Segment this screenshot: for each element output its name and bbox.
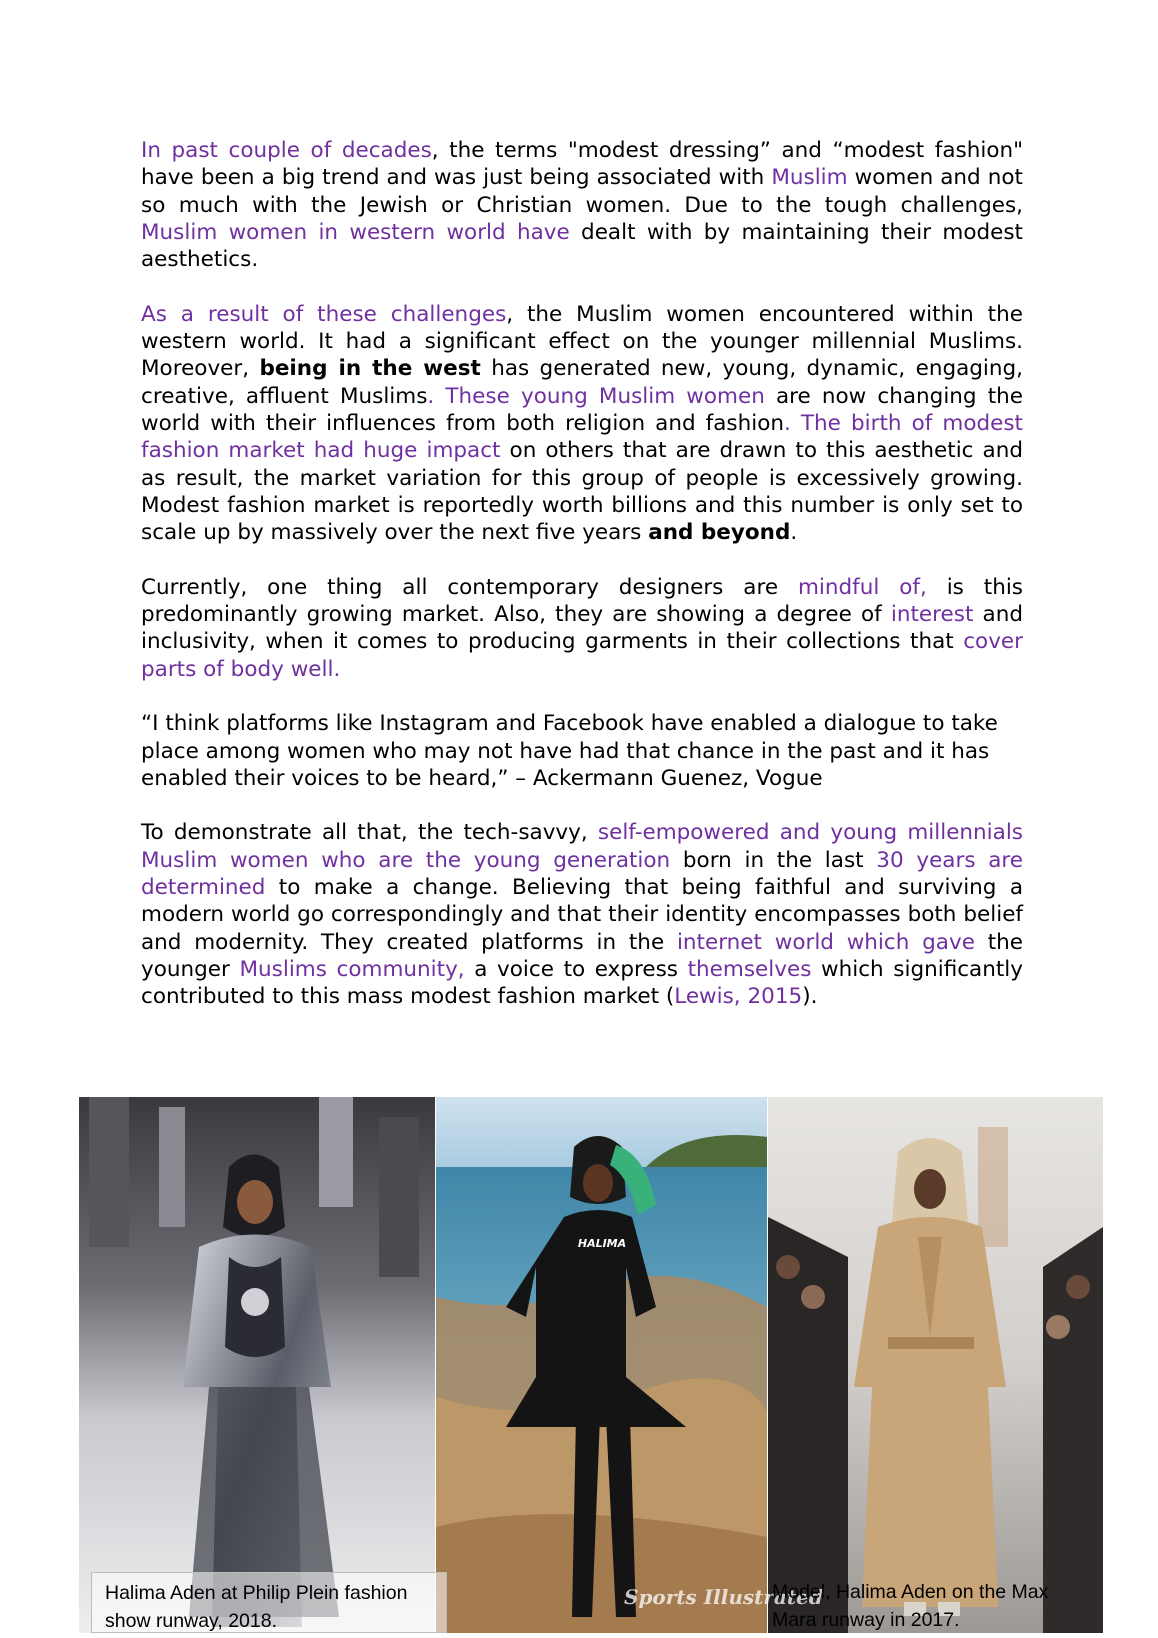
body-text: born in the last: [670, 847, 877, 873]
photo-philipp-plein-runway: [79, 1097, 435, 1633]
photo-sports-illustrated-beach: [436, 1097, 767, 1633]
highlighted-text: Muslims community,: [239, 956, 465, 982]
body-text: is this predominantly growing market. Also, they are showing a degree of: [141, 574, 1024, 628]
paragraph-2: [141, 301, 1023, 547]
body-text: on others that are drawn to this aesthetic and as result, the market variation for this group of people is excessively growing. Modest fashion market is reportedly worth billions and this number is only set to scale up by massively over the next five years: [141, 438, 1024, 546]
sports-illustrated-watermark: Sports Illustrated: [624, 1585, 823, 1609]
body-text: To demonstrate all that, the tech-savvy,: [141, 820, 598, 846]
highlighted-text: internet world which gave: [676, 929, 975, 955]
highlighted-text: In past couple of decades: [141, 138, 432, 163]
highlighted-text: . The birth of modest fashion market had huge impact: [141, 410, 1023, 464]
highlighted-text: Lewis, 2015: [674, 984, 803, 1010]
body-text: “I think platforms like Instagram and Facebook have enabled a dialogue to take place among women who may not have had that chance in the past and it has enabled their voices to be heard,” – Ackermann Guenez, Vogue: [141, 711, 998, 791]
highlighted-text: cover parts of body well.: [141, 629, 1023, 682]
body-text: and inclusivity, when it comes to producing garments in their collections that: [141, 602, 1023, 655]
paragraph-1: [141, 137, 1023, 273]
highlighted-text: 30 years are determined: [141, 847, 1023, 901]
bold-text: being in the west: [259, 356, 481, 382]
body-text: a voice to express: [464, 956, 688, 982]
photo-strip: [79, 1097, 1103, 1633]
body-text: ).: [802, 984, 818, 1010]
highlighted-text: Muslim women in western world have: [141, 219, 570, 245]
body-text: to make a change. Believing that being faithful and surviving a modern world go correspondingly and that their identity encompasses both belief and modernity. They created platforms in the: [141, 875, 1023, 955]
highlighted-text: . These young Muslim women: [427, 383, 765, 409]
caption-left-photo: Halima Aden at Philip Plein fashion show runway, 2018.: [91, 1572, 447, 1633]
body-text: , the terms "modest dressing” and “modest fashion" have been a big trend and was just being associated with: [141, 138, 1023, 191]
swimsuit-text: HALIMA: [577, 1237, 627, 1250]
highlighted-text: mindful of,: [797, 574, 927, 600]
body-text: Currently, one thing all contemporary designers are: [141, 574, 798, 600]
body-text: , the Muslim women encountered within the western world. It had a significant effect on the younger millennial Muslims. Moreover,: [141, 301, 1023, 382]
highlighted-text: themselves: [687, 956, 812, 982]
body-text: .: [790, 520, 798, 546]
bold-text: and beyond: [648, 520, 791, 546]
paragraph-5: [141, 819, 1023, 1010]
caption-right-photo: Model, Halima Aden on the Max Mara runway in 2017.: [772, 1581, 1049, 1631]
body-text: which significantly contributed to this mass modest fashion market (: [141, 956, 1023, 1010]
highlighted-text: As a result of these challenges: [141, 301, 507, 327]
body-text: dealt with by maintaining their modest aesthetics.: [141, 219, 1023, 273]
photo-max-mara-runway: [768, 1097, 1103, 1633]
highlighted-text: self-empowered and young millennials Muslim women who are the young generation: [141, 820, 1023, 873]
body-text: women and not so much with the Jewish or Christian women. Due to the tough challenges,: [141, 165, 1023, 218]
paragraph-3: [141, 574, 1023, 683]
highlighted-text: Muslim: [771, 165, 848, 191]
highlighted-text: interest: [890, 602, 974, 628]
document-body: [141, 137, 1023, 1038]
body-text: the younger: [141, 929, 1023, 982]
body-text: are now changing the world with their influences from both religion and fashion: [141, 383, 1023, 436]
body-text: has generated new, young, dynamic, engaging, creative, affluent Muslims: [141, 356, 1024, 409]
quote-paragraph: [141, 710, 1023, 792]
